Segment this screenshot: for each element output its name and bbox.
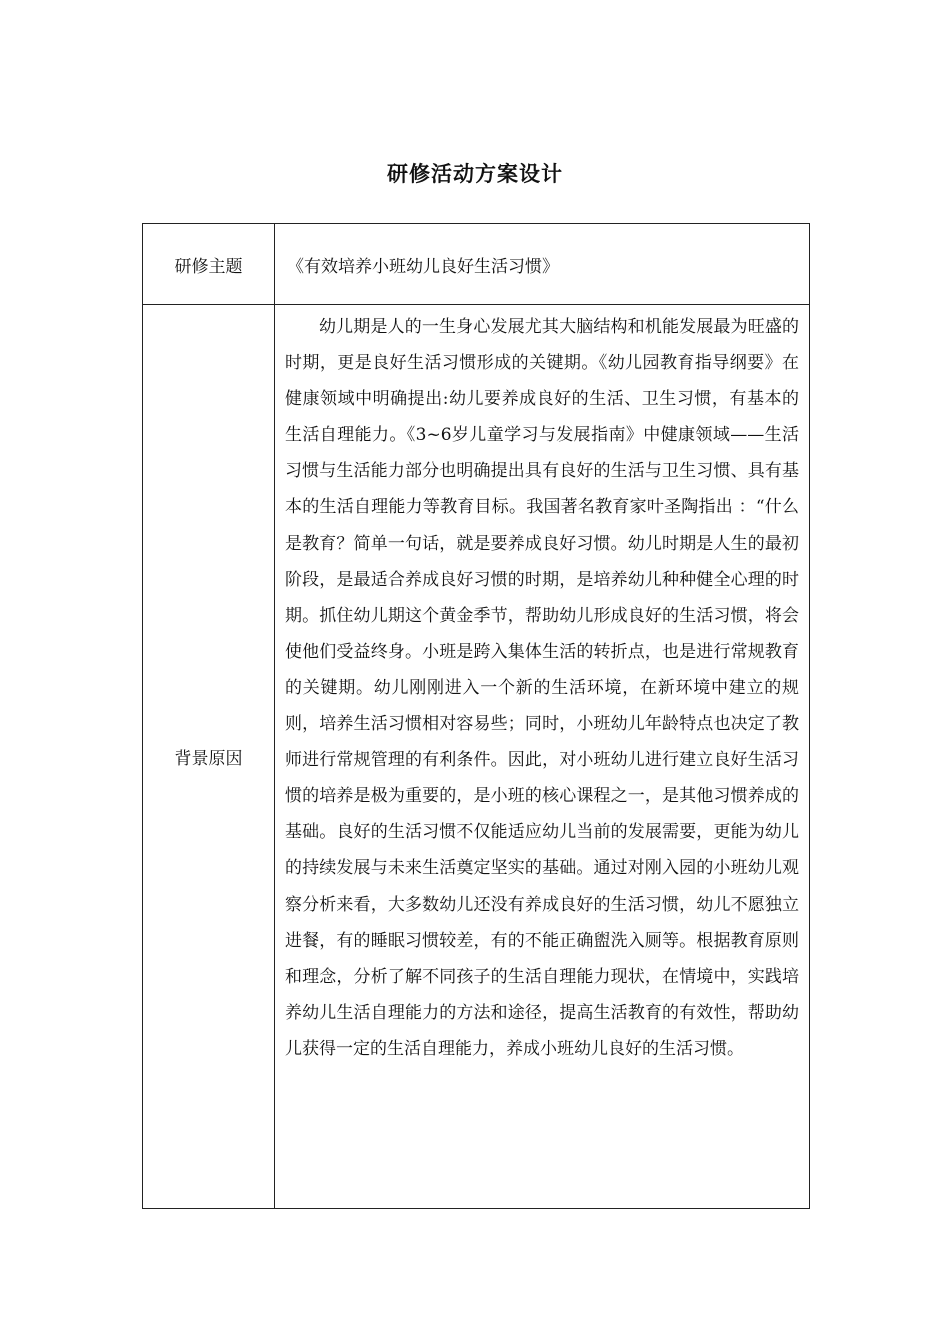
plan-table (142, 223, 810, 1209)
theme-value: 《有效培养小班幼儿良好生活习惯》 (275, 224, 810, 305)
table-row-background (143, 305, 810, 1209)
background-label: 背景原因 (143, 305, 275, 1209)
table-row-theme (143, 224, 810, 305)
page-title: 研修活动方案设计 (387, 161, 563, 186)
theme-label: 研修主题 (143, 224, 275, 305)
background-text: 幼儿期是人的一生身心发展尤其大脑结构和机能发展最为旺盛的时期，更是良好生活习惯形成的关键期。《幼儿园教育指导纲要》在健康领域中明确提出:幼儿要养成良好的生活、卫生习惯，有基本的生活自理能力。《3~6岁儿童学习与发展指南》中健康领域——生活习惯与生活能力部分也明确提出具有良好的生活与卫生习惯、具有基本的生活自理能力等教育目标。我国著名教育家叶圣陶指出 ：“什么是教育？简单一句话，就是要养成良好习惯。幼儿时期是人生的最初阶段，是最适合养成良好习惯的时期，是培养幼儿种种健全心理的时期。抓住幼儿期这个黄金季节，帮助幼儿形成良好的生活习惯，将会使他们受益终身。小班是跨入集体生活的转折点，也是进行常规教育的关键期。幼儿刚刚进入一个新的生活环境，在新环境中建立的规则，培养生活习惯相对容易些；同时，小班幼儿年龄特点也决定了教师进行常规管理的有利条件。因此，对小班幼儿进行建立良好生活习惯的培养是极为重要的，是小班的核心课程之一，是其他习惯养成的基础。良好的生活习惯不仅能适应幼儿当前的发展需要，更能为幼儿的持续发展与未来生活奠定坚实的基础。通过对刚入园的小班幼儿观察分析来看，大多数幼儿还没有养成良好的生活习惯，幼儿不愿独立进餐，有的睡眠习惯较差，有的不能正确盥洗入厕等。根据教育原则和理念，分析了解不同孩子的生活自理能力现状，在情境中，实践培养幼儿生活自理能力的方法和途径，提高生活教育的有效性，帮助幼儿获得一定的生活自理能力，养成小班幼儿良好的生活习惯。 (275, 305, 810, 1209)
